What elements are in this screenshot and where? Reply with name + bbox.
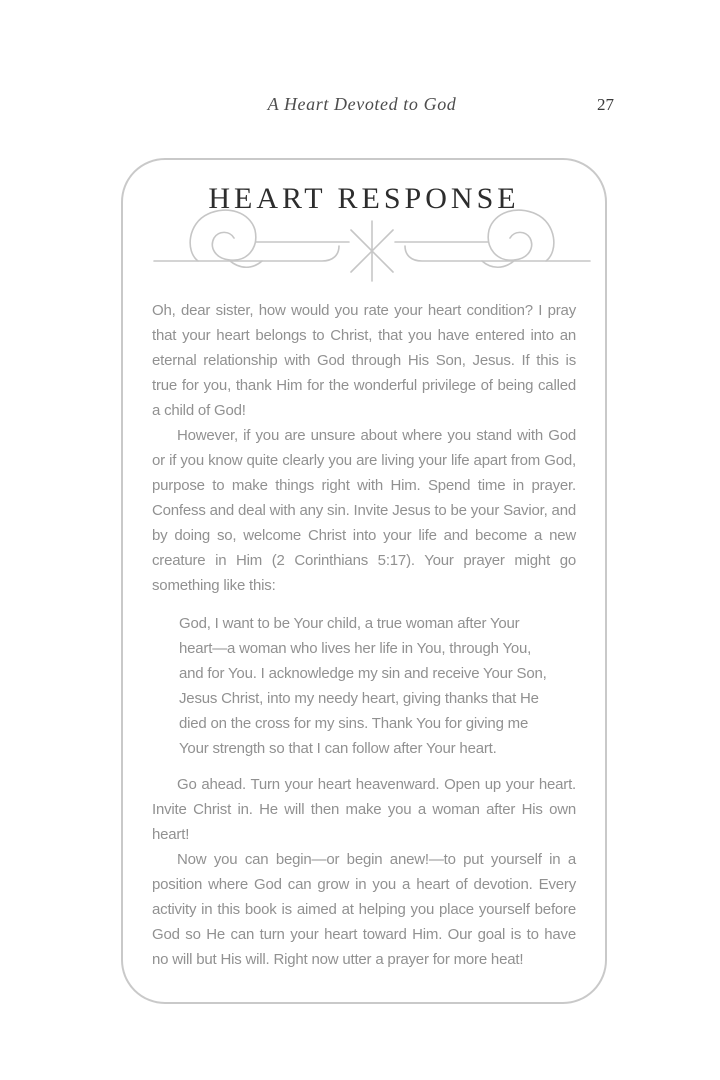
heart-response-card <box>121 158 607 1004</box>
page-number: 27 <box>597 95 614 114</box>
paragraph-closing: Now you can begin—or begin anew!—to put yourself in a position where God can grow in you a heart of devotion. Every activity in this book is aimed at helping you place yourself before God so He can turn your heart toward Him. Our goal is to have no will but His will. Right now utter a prayer for more heat! <box>152 851 576 968</box>
prayer-block: God, I want to be Your child, a true woman after Your heart—a woman who lives her life in You, through You, and for You. I acknowledge my sin and receive Your Son, Jesus Christ, into my needy heart, giving thanks that He died on the cross for my sins. Thank You for giving me Your strength so that I can follow after Your heart. <box>179 615 547 757</box>
flourish-right <box>395 210 590 267</box>
flourish-left <box>154 210 349 267</box>
card-body <box>152 298 576 972</box>
running-head: A Heart Devoted to God <box>267 94 457 114</box>
paragraph-opening: Oh, dear sister, how would you rate your heart condition? I pray that your heart belongs to Christ, that you have entered into an eternal relationship with God through His Son, Jesus. If this is true for you, thank Him for the wonderful privilege of being called a child of God! <box>152 302 576 419</box>
card-title: HEART RESPONSE <box>208 182 520 215</box>
asterisk-flourish-icon <box>152 204 592 284</box>
page-header <box>118 94 614 118</box>
flourish-ornament <box>152 204 592 284</box>
paragraph-however: However, if you are unsure about where you stand with God or if you know quite clearly you are living your life apart from God, purpose to make things right with Him. Spend time in prayer. Confess and deal with any sin. Invite Jesus to be your Savior, and by doing so, welcome Christ into your life and become a new creature in Him (2 Corinthians 5:17). Your prayer might go something like this: <box>152 427 576 594</box>
paragraph-go-ahead: Go ahead. Turn your heart heavenward. Open up your heart. Invite Christ in. He will then make you a woman after His own heart! <box>152 776 576 843</box>
asterisk-star <box>351 221 393 281</box>
